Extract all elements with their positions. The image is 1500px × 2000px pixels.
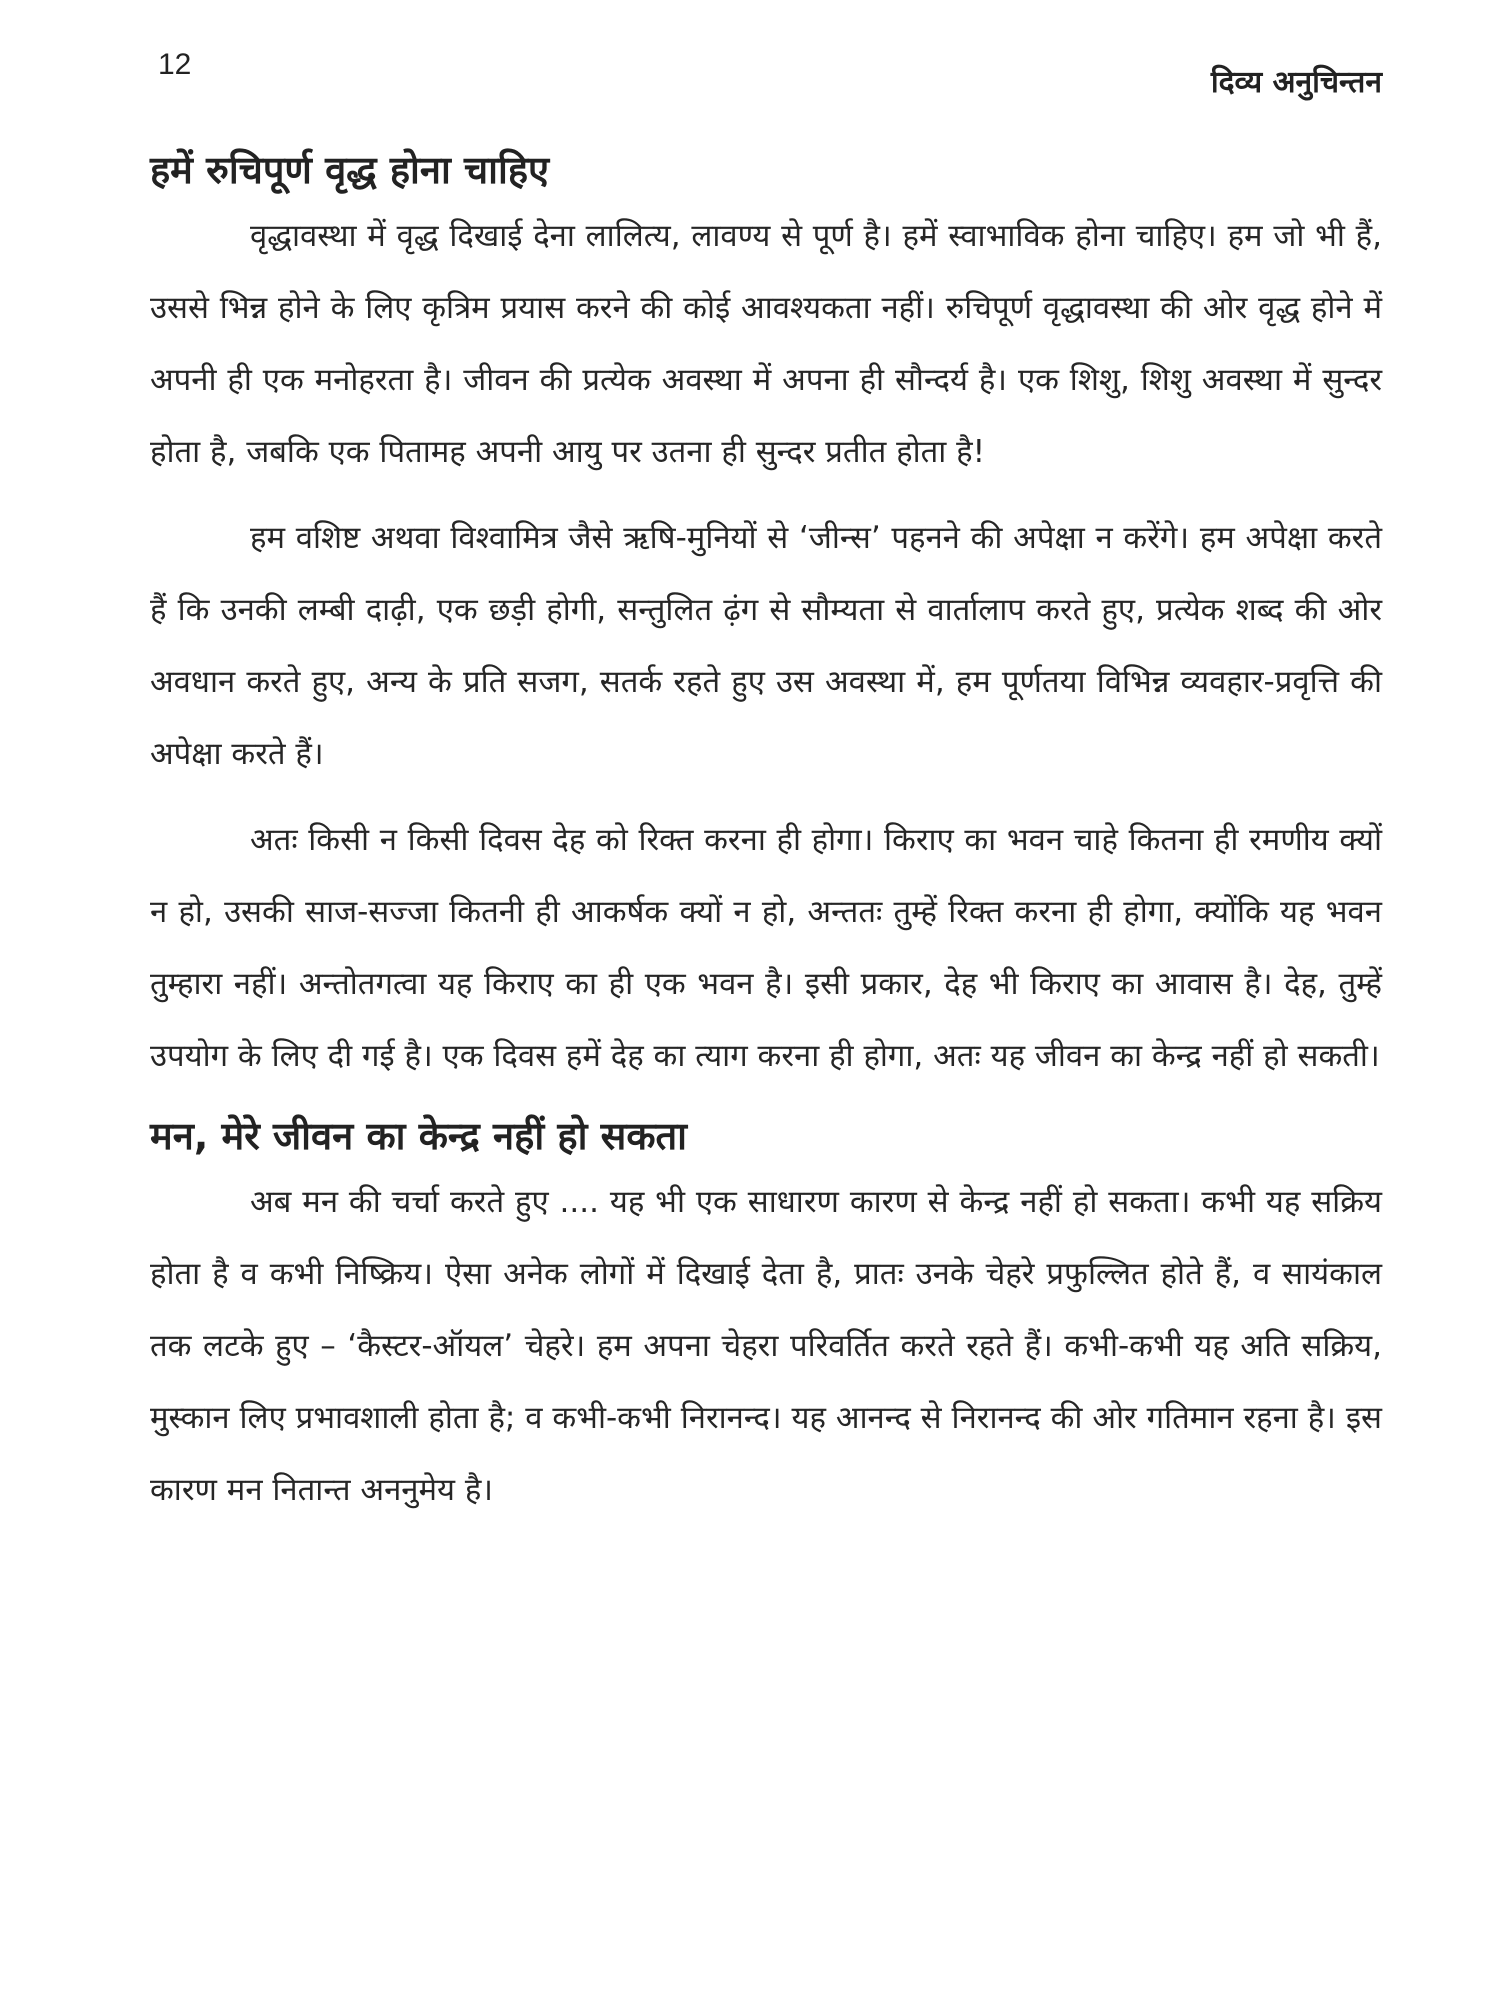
page-content (150, 140, 1382, 1540)
paragraph-2: हम वशिष्ट अथवा विश्वामित्र जैसे ऋषि-मुनियों से ‘जीन्स’ पहनने की अपेक्षा न करेंगे। हम अपेक्षा करते हैं कि उनकी लम्बी दाढ़ी, एक छड़ी होगी, सन्तुलित ढ़ंग से सौम्यता से वार्तालाप करते हुए, प्रत्येक शब्द की ओर अवधान करते हुए, अन्य के प्रति सजग, सतर्क रहते हुए उस अवस्था में, हम पूर्णतया विभिन्न व्यवहार-प्रवृत्ति की अपेक्षा करते हैं। (150, 520, 1382, 772)
section-heading-2: मन, मेरे जीवन का केन्द्र नहीं हो सकता (150, 1114, 688, 1158)
page-number: 12 (158, 48, 192, 81)
paragraph-4: अब मन की चर्चा करते हुए .... यह भी एक साधारण कारण से केन्द्र नहीं हो सकता। कभी यह सक्रिय होता है व कभी निष्क्रिय। ऐसा अनेक लोगों में दिखाई देता है, प्रातः उनके चेहरे प्रफुल्लित होते हैं, व सायंकाल तक लटके हुए – ‘कैस्टर-ऑयल’ चेहरे। हम अपना चेहरा परिवर्तित करते रहते हैं। कभी-कभी यह अति सक्रिय, मुस्कान लिए प्रभावशाली होता है; व कभी-कभी निरानन्द। यह आनन्द से निरानन्द की ओर गतिमान रहना है। इस कारण मन नितान्त अननुमेय है। (150, 1184, 1382, 1508)
paragraph-3: अतः किसी न किसी दिवस देह को रिक्त करना ही होगा। किराए का भवन चाहे कितना ही रमणीय क्यों न हो, उसकी साज-सज्जा कितनी ही आकर्षक क्यों न हो, अन्ततः तुम्हें रिक्त करना ही होगा, क्योंकि यह भवन तुम्हारा नहीं। अन्तोतगत्वा यह किराए का ही एक भवन है। इसी प्रकार, देह भी किराए का आवास है। देह, तुम्हें उपयोग के लिए दी गई है। एक दिवस हमें देह का त्याग करना ही होगा, अतः यह जीवन का केन्द्र नहीं हो सकती। (150, 822, 1382, 1074)
section-heading-1: हमें रुचिपूर्ण वृद्ध होना चाहिए (150, 148, 550, 192)
paragraph-1: वृद्धावस्था में वृद्ध दिखाई देना लालित्य, लावण्य से पूर्ण है। हमें स्वाभाविक होना चाहिए। हम जो भी हैं, उससे भिन्न होने के लिए कृत्रिम प्रयास करने की कोई आवश्यकता नहीं। रुचिपूर्ण वृद्धावस्था की ओर वृद्ध होने में अपनी ही एक मनोहरता है। जीवन की प्रत्येक अवस्था में अपना ही सौन्दर्य है। एक शिशु, शिशु अवस्था में सुन्दर होता है, जबकि एक पितामह अपनी आयु पर उतना ही सुन्दर प्रतीत होता है! (150, 218, 1382, 470)
running-header-title: दिव्य अनुचिन्तन (1210, 65, 1382, 100)
